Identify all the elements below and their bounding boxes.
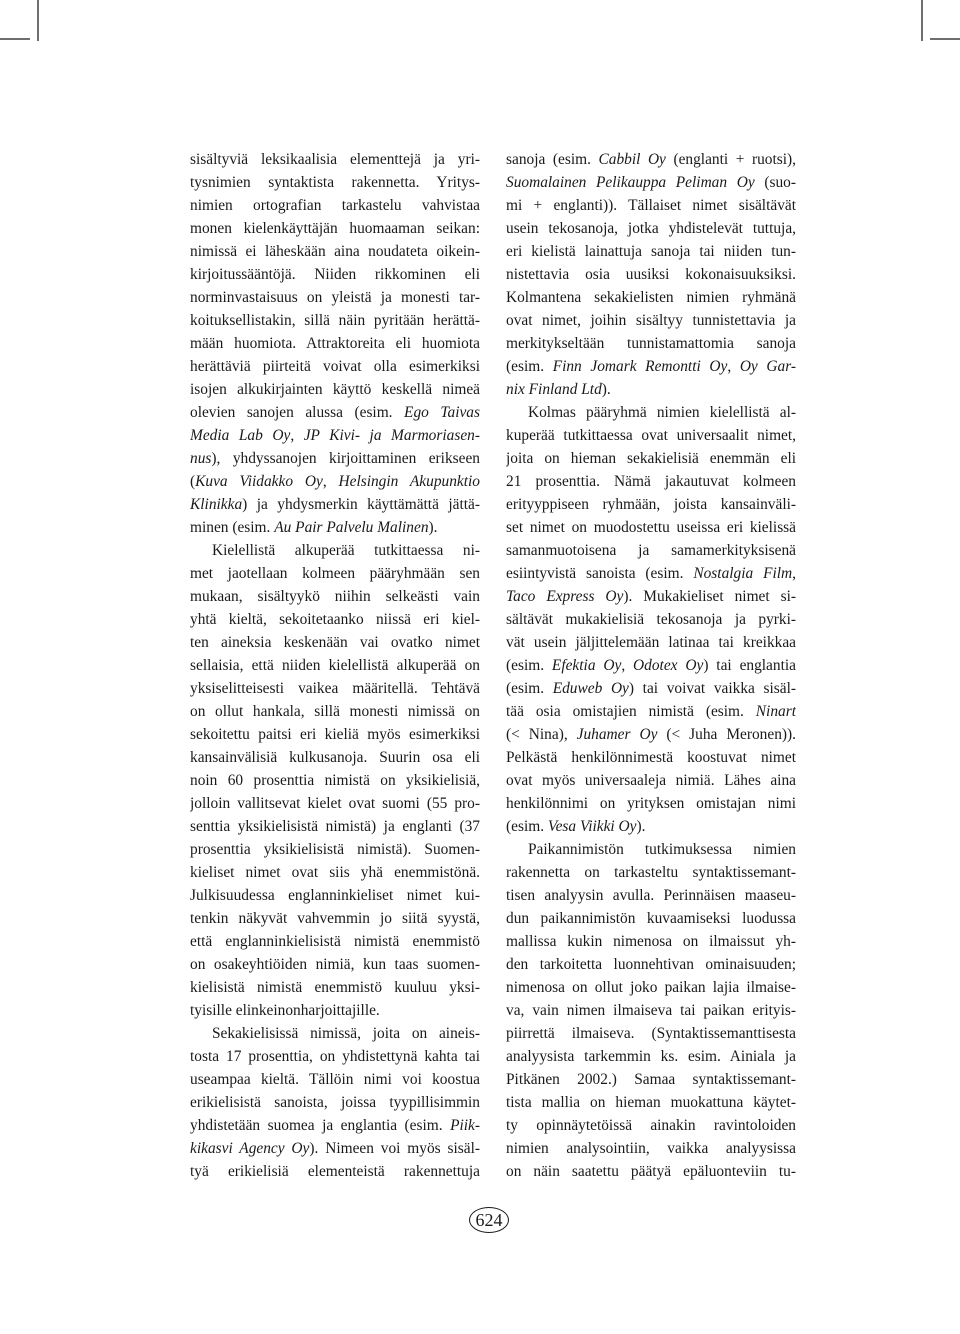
text-line <box>190 769 480 792</box>
text-segment: ) ja yhdysmerkin käyttämättä jättä- <box>242 496 480 513</box>
text-segment: samanmuotoisena ja samamerkityksisenä <box>506 542 796 559</box>
text-line <box>506 539 796 562</box>
text-segment: va, vain nimen ilmaiseva tai paikan erityis- <box>506 1002 796 1019</box>
text-segment: , <box>621 657 634 674</box>
text-line <box>506 700 796 723</box>
left-text-column <box>190 148 480 1183</box>
italic-text-segment: Ego Taivas <box>404 404 480 421</box>
text-segment: olevien sanojen alussa (esim. <box>190 404 405 421</box>
text-segment: Kolmantena sekakielisten nimien ryhmänä <box>506 289 796 306</box>
text-line <box>506 585 796 608</box>
text-segment: sisältyviä leksikaalisia elementtejä ja yri- <box>190 151 480 168</box>
crop-mark-top-left-horizontal <box>0 38 30 40</box>
italic-text-segment: nix Finland Ltd <box>506 381 602 398</box>
text-line <box>190 608 480 631</box>
text-line <box>190 1068 480 1091</box>
text-line <box>190 355 480 378</box>
text-segment: set nimet on muodostettu useissa eri kielissä <box>506 519 796 536</box>
text-line <box>190 378 480 401</box>
text-segment: , <box>792 565 796 582</box>
text-segment: Paikannimistön tutkimuksessa nimien <box>528 841 796 858</box>
text-line <box>506 654 796 677</box>
text-line <box>190 585 480 608</box>
italic-text-segment: Helsingin Akupunktio <box>338 473 480 490</box>
text-segment: monen kielenkäyttäjän huomaaman seikan: <box>190 220 480 237</box>
text-segment: on näin saatettu päätyä epäluonteviin tu- <box>506 1163 796 1180</box>
text-line <box>506 401 796 424</box>
text-line <box>190 332 480 355</box>
text-line <box>506 792 796 815</box>
text-segment: ). Nimeen voi myös sisäl- <box>309 1140 480 1157</box>
text-segment: tisen analyysin avulla. Perinnäisen maaseu- <box>506 887 796 904</box>
text-line <box>190 516 480 539</box>
text-segment: norminvastaisuus on yleistä ja monesti tar- <box>190 289 480 306</box>
text-line <box>190 493 480 516</box>
text-line <box>506 470 796 493</box>
italic-text-segment: Taco Express Oy <box>506 588 624 605</box>
text-segment: isojen alkukirjainten käyttö keskellä nimeä <box>190 381 480 398</box>
text-segment: Kolmas pääryhmä nimien kielellistä al- <box>528 404 796 421</box>
page-number: 624 <box>469 1207 509 1233</box>
text-segment: (esim. <box>506 657 552 674</box>
text-segment: (< Nina), <box>506 726 577 743</box>
text-segment: erityyppiseen ryhmään, joista kansainväli- <box>506 496 796 513</box>
text-line <box>506 378 796 401</box>
text-line <box>506 1068 796 1091</box>
text-line <box>506 723 796 746</box>
italic-text-segment: Nostalgia Film <box>693 565 793 582</box>
text-line <box>190 1160 480 1183</box>
text-segment: esiintyvistä sanoista (esim. <box>506 565 694 582</box>
text-line <box>190 746 480 769</box>
crop-mark-top-right-horizontal <box>930 38 960 40</box>
text-line <box>190 171 480 194</box>
text-line <box>506 838 796 861</box>
text-line <box>190 240 480 263</box>
text-line <box>506 194 796 217</box>
text-segment: , <box>727 358 740 375</box>
text-line <box>190 677 480 700</box>
text-segment: nimenosa on ollut joko paikan lajia ilmaise- <box>506 979 796 996</box>
text-line <box>190 723 480 746</box>
text-line <box>190 1137 480 1160</box>
text-segment: ). <box>601 381 611 398</box>
text-segment: yksiselitteisesti vaikea määritellä. Tehtävä <box>190 680 480 697</box>
text-segment: nistettavia osia uusiksi kokonaisuuksiksi. <box>506 266 796 283</box>
text-segment: nimissä ei läheskään aina noudateta oikein- <box>190 243 480 260</box>
italic-text-segment: nus <box>190 450 212 467</box>
text-line <box>506 562 796 585</box>
text-line <box>190 907 480 930</box>
text-segment: Pelkästä henkilönnimestä koostuvat nimet <box>506 749 796 766</box>
text-segment: sältävät mukakielisiä tekosanoja ja pyrki- <box>506 611 796 628</box>
text-segment: kieliset nimet ovat siis yhä enemmistönä. <box>190 864 480 881</box>
text-segment: kansainvälisiä kulkusanoja. Suurin osa eli <box>190 749 480 766</box>
text-segment: tysnimien syntaktista rakennetta. Yritys- <box>190 174 480 191</box>
text-line <box>190 631 480 654</box>
text-segment: 21 prosenttia. Nämä jakautuvat kolmeen <box>506 473 796 490</box>
text-segment: on osakeyhtiöiden nimiä, kun taas suomen- <box>190 956 480 973</box>
text-segment: ), yhdyssanojen kirjoittaminen erikseen <box>211 450 480 467</box>
italic-text-segment: Oy Gar- <box>739 358 796 375</box>
italic-text-segment: Klinikka <box>190 496 243 513</box>
italic-text-segment: Efektia Oy <box>551 657 622 674</box>
text-segment: herättäviä piirteitä voivat olla esimerkiksi <box>190 358 480 375</box>
italic-text-segment: Juhamer Oy <box>576 726 658 743</box>
text-line <box>190 286 480 309</box>
text-segment: ). <box>636 818 646 835</box>
text-line <box>190 1091 480 1114</box>
text-line <box>506 1114 796 1137</box>
italic-text-segment: Ninart <box>755 703 796 720</box>
text-segment: ty opinnäytetöissä ainakin ravintoloiden <box>506 1117 796 1134</box>
text-segment: sellaisia, että niiden kielellistä alkuperää on <box>190 657 480 674</box>
text-segment: (englanti + ruotsi), <box>665 151 796 168</box>
text-line <box>506 907 796 930</box>
text-segment: kielisistä nimistä enemmistö kuuluu yksi- <box>190 979 480 996</box>
text-segment: kirjoitussääntöjä. Niiden rikkominen eli <box>190 266 480 283</box>
italic-text-segment: Finn Jomark Remontti Oy <box>552 358 728 375</box>
text-line <box>506 677 796 700</box>
text-segment: dun paikannimistön kuvaamiseksi luodussa <box>506 910 796 927</box>
text-line <box>190 424 480 447</box>
text-segment: tyä erikielisiä elementeistä rakennettuja <box>190 1163 480 1180</box>
text-line <box>506 1160 796 1183</box>
text-line <box>190 562 480 585</box>
italic-text-segment: Kuva Viidakko Oy <box>195 473 323 490</box>
text-segment: joita on hieman sekakielisiä enemmän eli <box>506 450 796 467</box>
text-line <box>506 631 796 654</box>
text-line <box>506 746 796 769</box>
italic-text-segment: Eduweb Oy <box>552 680 629 697</box>
italic-text-segment: Suomalainen Pelikauppa Peliman Oy <box>506 174 755 191</box>
text-segment: (suo- <box>754 174 796 191</box>
text-segment: tyisille elinkeinonharjoittajille. <box>190 1002 380 1019</box>
text-segment: että englanninkielisistä nimistä enemmistö <box>190 933 480 950</box>
text-segment: ( <box>190 473 196 490</box>
italic-text-segment: Odotex Oy <box>633 657 704 674</box>
text-line <box>190 930 480 953</box>
text-line <box>506 217 796 240</box>
text-line <box>506 608 796 631</box>
text-segment: tista mallia on hieman muokattuna käytet- <box>506 1094 796 1111</box>
text-line <box>506 1022 796 1045</box>
text-line <box>190 309 480 332</box>
text-segment: (esim. <box>506 680 553 697</box>
text-segment: ovat nimet, joihin sisältyy tunnistettavia ja <box>506 312 796 329</box>
text-line <box>506 332 796 355</box>
text-line <box>506 148 796 171</box>
text-segment: ovat myös universaaleja nimiä. Lähes aina <box>506 772 796 789</box>
text-segment: (esim. <box>506 818 548 835</box>
text-line <box>506 976 796 999</box>
text-line <box>506 861 796 884</box>
text-line <box>506 1091 796 1114</box>
text-segment: usein tekosanoja, jotka yhdistelevät tuttuja, <box>506 220 796 237</box>
text-line <box>506 493 796 516</box>
text-line <box>190 861 480 884</box>
text-line <box>190 953 480 976</box>
text-line <box>506 447 796 470</box>
text-line <box>190 470 480 493</box>
text-line <box>506 286 796 309</box>
text-line <box>190 838 480 861</box>
text-segment: sanoja (esim. <box>506 151 599 168</box>
text-line <box>506 999 796 1022</box>
crop-mark-top-left-vertical <box>37 0 39 41</box>
text-segment: ) tai englantia <box>703 657 796 674</box>
text-segment: (< Juha Meronen)). <box>657 726 796 743</box>
text-segment: tenkin näkyvät vahvemmin jo siitä syystä, <box>190 910 480 927</box>
text-line <box>190 1022 480 1045</box>
text-segment: (esim. <box>506 358 553 375</box>
text-segment: den tarkoitetta luonnehtivan ominaisuuden; <box>506 956 796 973</box>
text-line <box>190 1045 480 1068</box>
text-segment: senttia yksikielisistä nimistä) ja englanti (37 <box>190 818 480 835</box>
text-line <box>190 700 480 723</box>
text-segment: Sekakielisissä nimissä, joita on aineis- <box>212 1025 480 1042</box>
text-line <box>506 930 796 953</box>
text-line <box>506 309 796 332</box>
text-segment: Pitkänen 2002.) Samaa syntaktissemant- <box>506 1071 796 1088</box>
text-segment: on ollut hankala, sillä monesti nimissä on <box>190 703 480 720</box>
text-segment: ) tai voivat vaikka sisäl- <box>628 680 796 697</box>
text-line <box>506 953 796 976</box>
text-segment: ). Mukakieliset nimet si- <box>623 588 796 605</box>
text-segment: eri kielistä lainattuja sanoja tai niiden tun- <box>506 243 796 260</box>
text-line <box>190 263 480 286</box>
text-line <box>190 194 480 217</box>
text-segment: nimien analysointiin, vaikka analyysissa <box>506 1140 796 1157</box>
text-line <box>506 1045 796 1068</box>
italic-text-segment: kikasvi Agency Oy <box>190 1140 310 1157</box>
text-line <box>190 884 480 907</box>
text-segment: ten aineksia keskenään vai ovatko nimet <box>190 634 480 651</box>
text-segment: noin 60 prosenttia nimistä on yksikielisiä, <box>190 772 480 789</box>
text-line <box>190 654 480 677</box>
text-line <box>190 217 480 240</box>
italic-text-segment: Au Pair Palvelu Malinen <box>274 519 429 536</box>
right-text-column <box>506 148 796 1183</box>
text-segment: , <box>322 473 339 490</box>
text-segment: tää osia omistajien nimistä (esim. <box>506 703 756 720</box>
text-line <box>506 263 796 286</box>
text-line <box>190 447 480 470</box>
text-line <box>506 424 796 447</box>
text-segment: prosenttia yksikielisistä nimistä). Suomen- <box>190 841 480 858</box>
italic-text-segment: Cabbil Oy <box>598 151 666 168</box>
text-line <box>190 999 480 1022</box>
text-line <box>506 769 796 792</box>
text-line <box>506 815 796 838</box>
italic-text-segment: Vesa Viikki Oy <box>547 818 637 835</box>
italic-text-segment: JP Kivi- ja Marmoriasen- <box>303 427 480 444</box>
text-segment: vät usein jäljittelemään latinaa tai kreikkaa <box>506 634 796 651</box>
text-line <box>506 884 796 907</box>
text-line <box>506 1137 796 1160</box>
text-segment: nimien ortografian tarkastelu vahvistaa <box>190 197 480 214</box>
text-segment: jolloin vallitsevat kielet ovat suomi (55 pro- <box>190 795 480 812</box>
text-segment: mukaan, sisältyykö niihin selkeästi vain <box>190 588 480 605</box>
text-segment: yhdistetään suomea ja englantia (esim. <box>190 1117 451 1134</box>
text-segment: Kielellistä alkuperää tutkittaessa ni- <box>212 542 480 559</box>
text-segment: koituksellistakin, sillä näin pyritään herättä- <box>190 312 480 329</box>
text-segment: merkitykseltään tunnistamattomia sanoja <box>506 335 796 352</box>
text-segment: minen (esim. <box>190 519 275 536</box>
text-line <box>190 401 480 424</box>
text-line <box>190 792 480 815</box>
text-segment: piirrettä ilmaiseva. (Syntaktissemanttisesta <box>506 1025 796 1042</box>
text-segment: mi + englanti)). Tällaiset nimet sisältävät <box>506 197 796 214</box>
text-segment: , <box>290 427 304 444</box>
text-line <box>190 148 480 171</box>
text-segment: tosta 17 prosenttia, on yhdistettynä kahta tai <box>190 1048 480 1065</box>
text-line <box>190 1114 480 1137</box>
text-segment: analyysista tarkemmin ks. esim. Ainiala ja <box>506 1048 796 1065</box>
text-segment: henkilönnimi on yrityksen omistajan nimi <box>506 795 796 812</box>
italic-text-segment: Media Lab Oy <box>190 427 291 444</box>
text-segment: mallissa kukin nimenosa on ilmaissut yh- <box>506 933 796 950</box>
text-line <box>190 539 480 562</box>
text-line <box>506 516 796 539</box>
italic-text-segment: Piik- <box>450 1117 480 1134</box>
text-segment: met jaotellaan kolmeen pääryhmään sen <box>190 565 480 582</box>
text-segment: kuperää tutkittaessa ovat universaalit nimet, <box>506 427 796 444</box>
crop-mark-top-right-vertical <box>921 0 923 41</box>
text-line <box>190 815 480 838</box>
text-segment: yhtä kieltä, sekoitetaanko niissä eri kiel- <box>190 611 480 628</box>
text-segment: Julkisuudessa englanninkieliset nimet kui- <box>190 887 480 904</box>
text-line <box>506 171 796 194</box>
text-segment: erikielisistä sanoista, joissa tyypillisimmin <box>190 1094 480 1111</box>
document-page <box>190 148 798 1188</box>
text-segment: rakennetta on tarkasteltu syntaktissemant- <box>506 864 796 881</box>
text-line <box>190 976 480 999</box>
text-segment: useampaa kieltä. Tällöin nimi voi koostua <box>190 1071 480 1088</box>
text-segment: mään huomiota. Attraktoreita eli huomiota <box>190 335 480 352</box>
text-segment: sekoitettu paitsi eri kieliä myös esimerkiksi <box>190 726 480 743</box>
text-line <box>506 355 796 378</box>
text-line <box>506 240 796 263</box>
text-segment: ). <box>428 519 438 536</box>
